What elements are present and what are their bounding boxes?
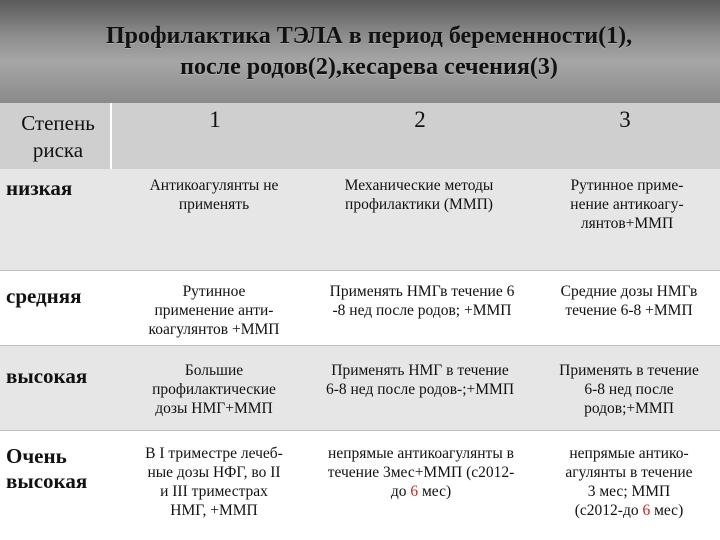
slide-title: [0, 0, 720, 103]
cell-medium-3: [538, 282, 720, 320]
risk-medium: [6, 284, 82, 309]
cell-low-2: [306, 176, 532, 214]
cell-medium-2: [306, 282, 538, 320]
risk-low: [6, 176, 72, 201]
row-separator: [0, 345, 720, 346]
cell-medium-1: [116, 282, 312, 339]
cell-line: НМГ, +ММП: [170, 502, 258, 519]
cell-line: течение 6-8 +ММП: [565, 302, 693, 319]
cell-line: агулянты в течение: [565, 464, 693, 481]
cell-line: -8 нед после родов; +ММП: [332, 302, 512, 319]
cell-line: Большие: [184, 362, 244, 379]
title-line-2: после родов(2),кесарева сечения(3): [180, 53, 558, 80]
cell-line: В I триместре лечеб-: [145, 445, 283, 462]
cell-line: родов;+ММП: [584, 400, 674, 417]
title-line-1: Профилактика ТЭЛА в период беременности(1),: [105, 22, 633, 49]
cell-very-high-1: [116, 444, 312, 520]
highlight-number: 6: [642, 502, 651, 519]
cell-line: Антикоагулянты не: [149, 177, 279, 194]
header-risk-line-1: Степень: [21, 111, 95, 135]
row-separator: [0, 270, 720, 271]
cell-low-1: [116, 176, 312, 214]
header-col-1: 1: [209, 107, 221, 132]
cell-text: мес): [418, 483, 452, 500]
cell-line: и III триместрах: [160, 483, 268, 500]
cell-line: нение антикоагу-: [570, 196, 684, 213]
cell-line: [538, 501, 720, 520]
cell-line: применять: [178, 196, 250, 213]
risk-high: [6, 364, 87, 389]
cell-line: Рутинное приме-: [570, 177, 684, 194]
cell-line: ные дозы НФГ, во II: [147, 464, 281, 481]
cell-high-3: [538, 361, 720, 418]
cell-very-high-2: [304, 444, 538, 501]
header-risk-line-2: риска: [32, 138, 84, 162]
cell-line: 6-8 нед после родов-;+ММП: [325, 381, 515, 398]
cell-line: дозы НМГ+ММП: [155, 400, 273, 417]
header-col-3: 3: [619, 107, 631, 132]
cell-text: (с2012-до: [574, 502, 643, 519]
cell-text: до: [390, 483, 411, 500]
risk-medium-text: средняя: [6, 284, 82, 308]
cell-line: коагулянтов +ММП: [148, 321, 280, 338]
cell-line: профилактические: [152, 381, 276, 398]
risk-very-high-line-1: Очень: [6, 444, 67, 468]
cell-high-2: [304, 361, 536, 399]
header-risk: [0, 110, 116, 164]
cell-very-high-3: [538, 444, 720, 520]
cell-line: Применять в течение: [559, 362, 699, 379]
cell-line: [304, 482, 538, 501]
cell-line: непрямые антико-: [569, 445, 689, 462]
cell-line: профилактики (ММП): [345, 196, 493, 213]
cell-line: Применять НМГ в течение: [331, 362, 509, 379]
risk-very-high: [6, 444, 87, 494]
cell-line: Рутинное: [182, 283, 246, 300]
cell-line: применение анти-: [154, 302, 274, 319]
cell-line: Механические методы: [344, 177, 494, 194]
risk-very-high-line-2: высокая: [6, 469, 88, 493]
cell-text: мес): [650, 502, 684, 519]
cell-line: течение 3мес+ММП (с2012-: [327, 464, 515, 481]
highlight-number: 6: [410, 483, 419, 500]
cell-line: Средние дозы НМГв: [560, 283, 698, 300]
risk-high-text: высокая: [6, 364, 88, 388]
cell-line: лянтов+ММП: [580, 215, 674, 232]
cell-line: 3 мес; ММП: [587, 483, 671, 500]
cell-low-3: [536, 176, 718, 233]
risk-low-text: низкая: [6, 176, 73, 200]
row-separator: [0, 430, 720, 431]
cell-line: 6-8 нед после: [584, 381, 674, 398]
cell-line: непрямые антикоагулянты в: [328, 445, 514, 462]
cell-line: Применять НМГв течение 6: [329, 283, 515, 300]
cell-high-1: [116, 361, 312, 418]
header-col-2: 2: [414, 107, 426, 132]
